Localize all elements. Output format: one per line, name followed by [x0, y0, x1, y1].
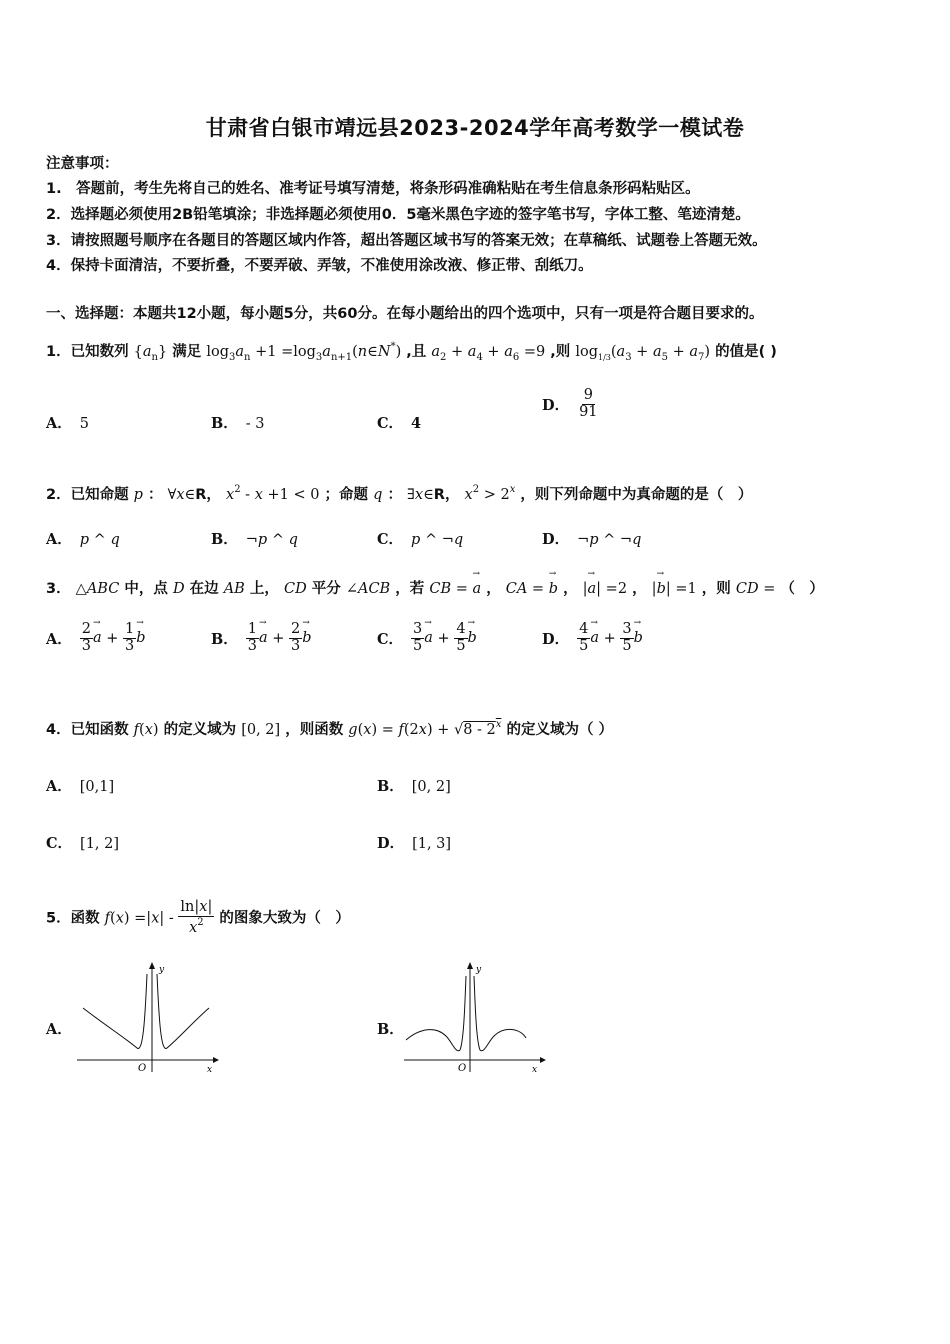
- q2-option-a[interactable]: A． p ^ q: [46, 531, 120, 548]
- y-label: y: [159, 965, 165, 975]
- y-label: y: [476, 965, 482, 975]
- q2-option-b[interactable]: B． ¬p ^ q: [211, 531, 298, 548]
- curve-right: [157, 974, 209, 1049]
- q5-graph-b[interactable]: [402, 960, 547, 1080]
- y-axis-arrow: [149, 962, 155, 969]
- question-4: 4．已知函数 f(x) 的定义域为 [0, 2] ，则函数 g(x) = f(2x) + √8 - 2$^x$ 的定义域为（ ）: [46, 719, 614, 738]
- notice-item-1: 1. 答题前，考生先将自己的姓名、准考证号填写清楚，将条形码准确粘贴在考生信息条形码粘贴区。: [46, 181, 700, 197]
- x-axis-arrow: [540, 1057, 546, 1063]
- q3-option-d[interactable]: D． $\frac{4}{5}$ → a + $\frac{3}{5}$ → b: [542, 622, 643, 655]
- q4-option-d[interactable]: D． [1, 3]: [377, 835, 452, 852]
- q4-option-a[interactable]: A． [0,1]: [46, 778, 115, 795]
- q1-option-a[interactable]: A． 5: [46, 415, 89, 432]
- q1-seq: $\{a_n\}$: [133, 344, 168, 363]
- q1-label: 1．已知数列: [46, 344, 129, 360]
- q3-option-a[interactable]: A． $\frac{2}{3}$ → a + $\frac{1}{3}$ → b: [46, 622, 146, 655]
- q1-text-1: 满足: [172, 344, 202, 360]
- q1-recurrence: $\log_3a_n +1$ $=\log_3a_{n+1}(n\in N^*)$: [206, 341, 402, 363]
- curve-left: [406, 976, 466, 1051]
- exam-title: 甘肃省白银市靖远县2023-2024学年高考数学一模试卷: [205, 116, 745, 140]
- origin-label: O: [458, 1063, 467, 1074]
- q3-option-c[interactable]: C． $\frac{3}{5}$ → a + $\frac{4}{5}$ → b: [377, 622, 477, 655]
- notice-item-4: 4．保持卡面清洁，不要折叠，不要弄破、弄皱，不准使用涂改液、修正带、刮纸刀。: [46, 258, 593, 274]
- q2-option-c[interactable]: C． p ^ ¬q: [377, 531, 464, 548]
- x-axis-arrow: [213, 1057, 219, 1063]
- question-1: [46, 340, 777, 363]
- q4-option-b[interactable]: B． [0, 2]: [377, 778, 451, 795]
- q1-text-2: ,且: [406, 344, 427, 360]
- question-5: 5．函数 f(x) =|x| - $\frac{\ln|x|}{x^2}$ 的图象大致为（ ）: [46, 899, 350, 936]
- notice-heading: 注意事项：: [46, 156, 119, 172]
- question-2: 2．已知命题 p ： ∀x∈R， $x^2 - x +1 < 0$ ；命题 q ： ∃x∈R， $x^2 > 2^x$ ，则下列命题中为真命题的是（ ）: [46, 484, 753, 503]
- q1-text-3: ,则: [550, 344, 571, 360]
- q3-option-b[interactable]: B． $\frac{1}{3}$ → a + $\frac{2}{3}$ → b: [211, 622, 312, 655]
- q1-sum: $a_2 + a_4 + a_6 =9$: [431, 344, 546, 363]
- curve-right: [474, 976, 526, 1051]
- section-heading: 一、选择题：本题共12小题，每小题5分，共60分。在每小题给出的四个选项中，只有一项是符合题目要求的。: [46, 306, 764, 322]
- notice-item-2: 2．选择题必须使用2B铅笔填涂；非选择题必须使用0．5毫米黑色字迹的签字笔书写，字体工整、笔迹清楚。: [46, 207, 750, 223]
- x-label: x: [532, 1065, 538, 1075]
- notice-item-3: 3．请按照题号顺序在各题目的答题区域内作答，超出答题区域书写的答案无效；在草稿纸、试题卷上答题无效。: [46, 233, 767, 249]
- q5-option-a-label[interactable]: A．: [46, 1021, 72, 1038]
- q2-option-d[interactable]: D． ¬p ^ ¬q: [542, 531, 642, 548]
- q1-option-d[interactable]: D． $\frac{9}{91}$: [542, 387, 598, 420]
- question-3: 3． △ABC 中，点 D 在边 AB 上， CD 平分 ∠ACB ，若 CB = → a ， CA = → b ， |→ a| =2 ， |→ b| =1 ，则 CD = （ ）: [46, 577, 824, 598]
- q1-log-expr: $\log_{1/3}(a_3 + a_5 + a_7)$: [575, 344, 711, 363]
- q4-option-c[interactable]: C． [1, 2]: [46, 835, 120, 852]
- q1-option-b[interactable]: B． - 3: [211, 415, 265, 432]
- curve-left: [83, 974, 147, 1049]
- x-label: x: [207, 1065, 213, 1075]
- q1-text-4: 的值是( ): [715, 344, 777, 360]
- q1-option-c[interactable]: C． 4: [377, 415, 422, 432]
- q5-option-b-label[interactable]: B．: [377, 1021, 404, 1038]
- y-axis-arrow: [467, 962, 473, 969]
- q5-graph-a[interactable]: [75, 960, 220, 1080]
- origin-label: O: [138, 1063, 147, 1074]
